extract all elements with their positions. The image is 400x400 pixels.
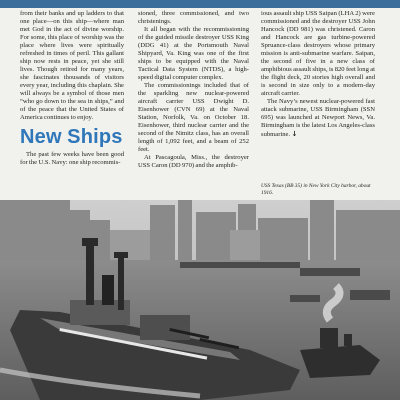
battleship-photo xyxy=(0,200,400,400)
paragraph: At Pascagoula, Miss., the destroyer USS Caron (DD 970) and the amphib- xyxy=(138,154,249,169)
paragraph: The past few weeks have been good for the U.S. Navy: one ship recommis- xyxy=(20,151,124,166)
text-column-3 xyxy=(261,10,375,139)
paragraph: It all began with the recommissioning of the guided missile destroyer USS King (DDG 41) at the Portsmouth Naval Shipyard, Va. King was one of the first ships to be equipped with the Naval Tactical Data System (NTDS), a high-speed digital computer complex. xyxy=(138,26,249,81)
end-of-article-arrow-icon: ↓ xyxy=(291,130,298,138)
section-heading: New Ships xyxy=(20,126,123,148)
paragraph: ious assault ship USS Saipan (LHA 2) were commissioned and the destroyer USS John Hancock (DD 981) was christened. Caron and Hancock are gas turbine-powered Spruance-class destroyers whose primary mission is anti-submarine warfare. Saipan, the second of five in a new class of amphibious assault ships, is 820 feet long at the flight deck, 20 stories high overall and is second in size only to a modern-day aircraft carrier. xyxy=(261,10,376,97)
paragraph: from their banks and up ladders to that one place—on this ship—where man met God in the act of divine worship. For some, this place of worship was the place where lives were spiritually refreshed in times of peril. This gallant ship now rests in peace, yet she still lives. Though retired for many years, she fascinates thousands of visitors every year, including this chaplain. She will always be a symbol of those men “who go down to the sea in ships,” and of the peace that the United States of America continues to enjoy. xyxy=(20,10,124,121)
paragraph: The Navy’s newest nuclear-powered fast attack submarine, USS Birmingham (SSN 695) was launched at Newport News, Va. Birmingham is the latest Los Angeles-class submarine. ↓ xyxy=(261,98,375,138)
paragraph: The commissionings included that of the sparkling new nuclear-powered aircraft carrier USS Dwight D. Eisenhower (CVN 69) at the Naval Station, Norfolk, Va. on October 18. Eisenhower, third nuclear carrier and the second of the Nimitz class, has an overall length of 1,092 feet, and a beam of 252 feet. xyxy=(138,82,249,153)
photo-caption: USS Texas (BB 35) in New York City harbor, about 1916. xyxy=(261,183,371,196)
paragraph: sioned, three commissioned, and two christenings. xyxy=(138,10,249,25)
text-column-2 xyxy=(138,10,249,170)
top-color-band xyxy=(0,0,400,8)
text-column-1 xyxy=(20,10,124,167)
